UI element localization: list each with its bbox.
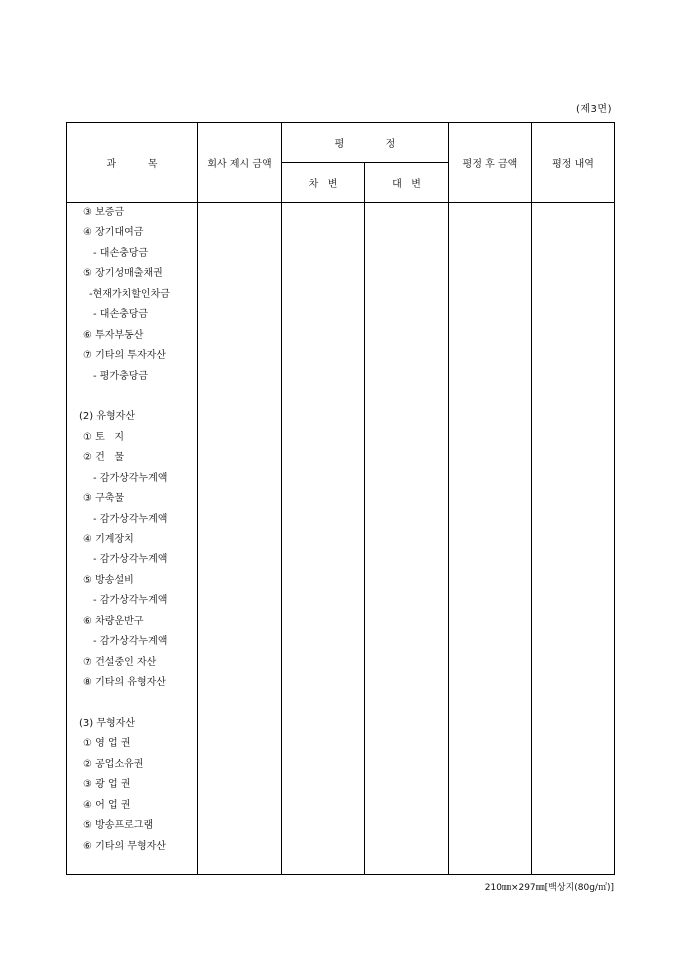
subject-header: 과 목: [67, 123, 198, 203]
account-item: ⑧ 기타의 유형자산: [83, 677, 166, 689]
section-heading: (2) 유형자산: [79, 411, 135, 423]
debit-header: 차 변: [282, 163, 365, 203]
blank-row: [67, 694, 197, 714]
account-item: ④ 어 업 권: [83, 799, 131, 811]
post-amount-cell[interactable]: [449, 203, 532, 875]
company-amount-header: 회사 제시 금액: [198, 123, 282, 203]
subject-list: [67, 203, 197, 857]
account-item: ③ 보증금: [83, 207, 125, 218]
account-item: ⑦ 기타의 투자자산: [83, 350, 166, 362]
account-item: ⑦ 건설중인 자산: [83, 656, 157, 668]
account-item: -현재가치할인차금: [89, 288, 170, 300]
details-cell[interactable]: [532, 203, 615, 875]
account-item: ② 건 물: [83, 452, 124, 464]
company-amount-cell[interactable]: [198, 203, 282, 875]
page-number-label: (제3면): [576, 104, 612, 115]
account-item: ⑥ 기타의 무형자산: [83, 840, 166, 852]
details-header: 평정 내역: [532, 123, 615, 203]
account-item: ⑥ 차량운반구: [83, 615, 144, 627]
post-amount-header: 평정 후 금액: [449, 123, 532, 203]
account-item: ⑤ 방송설비: [83, 574, 134, 586]
account-item: ① 토 지: [83, 431, 124, 443]
paper-size-footnote: 210㎜×297㎜[백상지(80g/㎡)]: [484, 883, 614, 893]
account-item: ② 공업소유권: [83, 758, 144, 770]
account-item: ④ 장기대여금: [83, 227, 144, 239]
account-item: ⑤ 장기성매출채권: [83, 268, 163, 280]
blank-row: [67, 387, 197, 407]
account-item: - 감가상각누계액: [93, 513, 168, 525]
account-item: ④ 기계장치: [83, 534, 134, 545]
debit-cell[interactable]: [282, 203, 365, 875]
account-item: - 대손충당금: [93, 247, 149, 259]
account-item: - 감가상각누계액: [93, 595, 168, 607]
account-item: ① 영 업 권: [83, 738, 131, 750]
account-item: ③ 구축물: [83, 493, 125, 505]
credit-cell[interactable]: [365, 203, 449, 875]
account-item: - 감가상각누계액: [93, 554, 168, 566]
account-item: ⑤ 방송프로그램: [83, 820, 154, 832]
subject-list-cell: [67, 203, 198, 875]
section-heading: (3) 무형자산: [79, 717, 135, 729]
account-item: - 대손충당금: [93, 309, 149, 321]
account-item: - 감가상각누계액: [93, 472, 168, 484]
account-item: - 감가상각누계액: [93, 636, 168, 648]
evaluation-table: [66, 122, 615, 875]
account-item: - 평가충당금: [93, 370, 149, 382]
evaluation-header: 평 정: [282, 123, 449, 163]
credit-header: 대 변: [365, 163, 449, 203]
account-item: ③ 광 업 권: [83, 779, 131, 791]
account-item: ⑥ 투자부동산: [83, 329, 144, 341]
